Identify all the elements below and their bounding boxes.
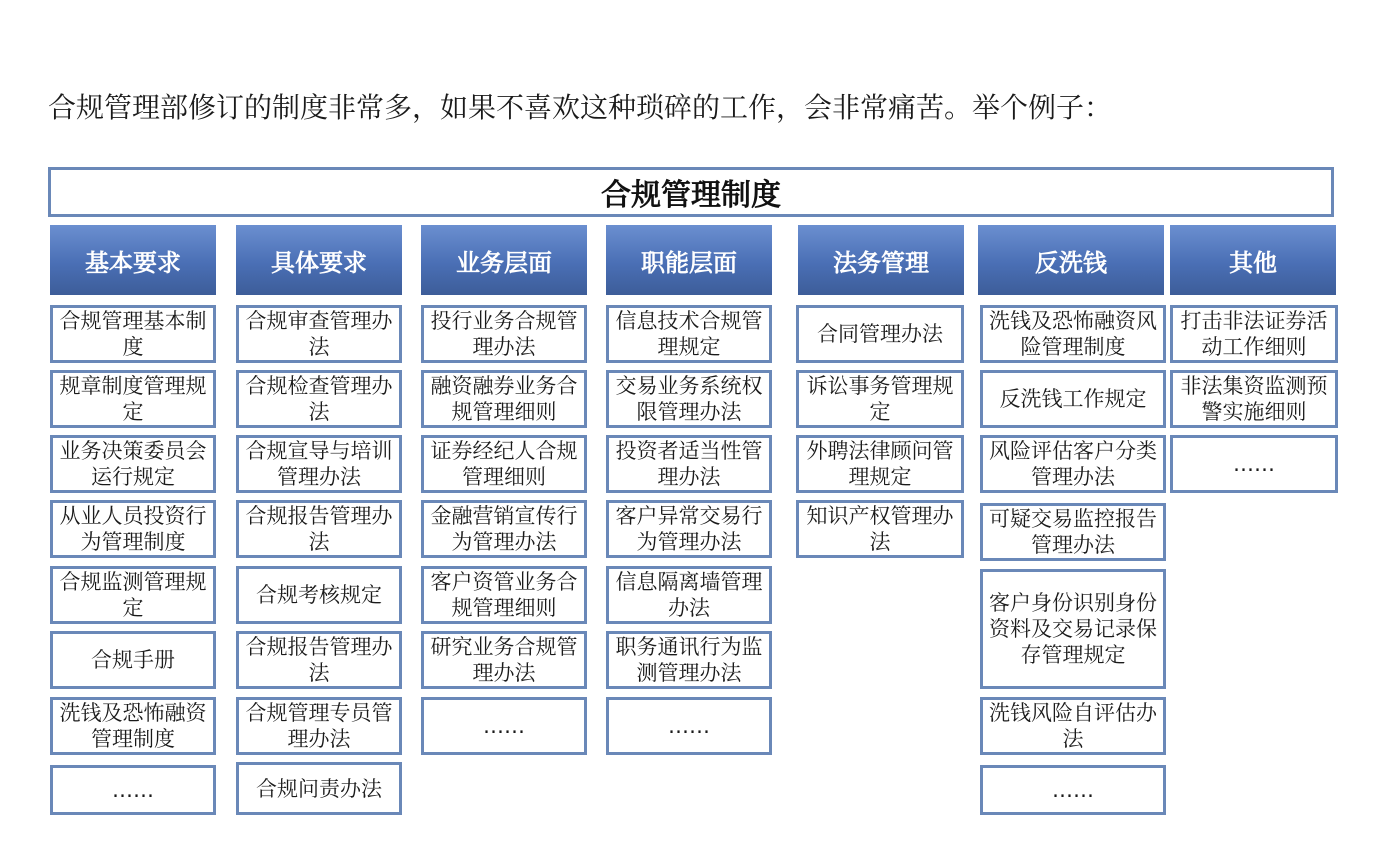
policy-box: 合规监测管理规定 xyxy=(50,566,216,624)
policy-box: 合规手册 xyxy=(50,631,216,689)
policy-box: 诉讼事务管理规定 xyxy=(796,370,964,428)
policy-box: 职务通讯行为监测管理办法 xyxy=(606,631,772,689)
policy-box: 合规问责办法 xyxy=(236,762,402,815)
policy-box: 打击非法证券活动工作细则 xyxy=(1170,305,1338,363)
column-header-specific: 具体要求 xyxy=(236,225,402,295)
policy-box-ellipsis: …… xyxy=(421,697,587,755)
policy-box: 客户异常交易行为管理办法 xyxy=(606,500,772,558)
policy-box: 客户资管业务合规管理细则 xyxy=(421,566,587,624)
policy-box: 合规管理基本制度 xyxy=(50,305,216,363)
column-header-other: 其他 xyxy=(1170,225,1336,295)
policy-box: 证券经纪人合规管理细则 xyxy=(421,435,587,493)
policy-box: 合规宣导与培训管理办法 xyxy=(236,435,402,493)
intro-text: 合规管理部修订的制度非常多，如果不喜欢这种琐碎的工作，会非常痛苦。举个例子： xyxy=(48,91,1113,124)
policy-box: 非法集资监测预警实施细则 xyxy=(1170,370,1338,428)
policy-box-ellipsis: …… xyxy=(606,697,772,755)
policy-box: 信息隔离墙管理办法 xyxy=(606,566,772,624)
column-header-function: 职能层面 xyxy=(606,225,772,295)
diagram-title: 合规管理制度 xyxy=(48,167,1334,217)
policy-box: 业务决策委员会运行规定 xyxy=(50,435,216,493)
policy-box: 投行业务合规管理办法 xyxy=(421,305,587,363)
column-header-basic: 基本要求 xyxy=(50,225,216,295)
policy-box: 合规检查管理办法 xyxy=(236,370,402,428)
policy-box: 外聘法律顾问管理规定 xyxy=(796,435,964,493)
policy-box-ellipsis: …… xyxy=(1170,435,1338,493)
policy-box: 客户身份识别身份资料及交易记录保存管理规定 xyxy=(980,569,1166,689)
policy-box: 合规考核规定 xyxy=(236,566,402,624)
policy-box: 从业人员投资行为管理制度 xyxy=(50,500,216,558)
policy-box: 研究业务合规管理办法 xyxy=(421,631,587,689)
column-header-legal: 法务管理 xyxy=(798,225,964,295)
policy-box: 知识产权管理办法 xyxy=(796,500,964,558)
policy-box: 合规审查管理办法 xyxy=(236,305,402,363)
policy-box: 交易业务系统权限管理办法 xyxy=(606,370,772,428)
policy-box: 合同管理办法 xyxy=(796,305,964,363)
policy-box: 合规管理专员管理办法 xyxy=(236,697,402,755)
policy-box: 洗钱及恐怖融资风险管理制度 xyxy=(980,305,1166,363)
policy-box-ellipsis: …… xyxy=(980,765,1166,815)
policy-box: 合规报告管理办法 xyxy=(236,500,402,558)
policy-box: 投资者适当性管理办法 xyxy=(606,435,772,493)
column-header-aml: 反洗钱 xyxy=(978,225,1164,295)
policy-box: 融资融券业务合规管理细则 xyxy=(421,370,587,428)
policy-box: 洗钱及恐怖融资管理制度 xyxy=(50,697,216,755)
policy-box: 反洗钱工作规定 xyxy=(980,370,1166,428)
policy-box: 金融营销宣传行为管理办法 xyxy=(421,500,587,558)
policy-box: 洗钱风险自评估办法 xyxy=(980,697,1166,755)
policy-box: 信息技术合规管理规定 xyxy=(606,305,772,363)
policy-box: 风险评估客户分类管理办法 xyxy=(980,435,1166,493)
policy-box: 可疑交易监控报告管理办法 xyxy=(980,503,1166,561)
policy-box: 规章制度管理规定 xyxy=(50,370,216,428)
policy-box-ellipsis: …… xyxy=(50,765,216,815)
policy-box: 合规报告管理办法 xyxy=(236,631,402,689)
column-header-business: 业务层面 xyxy=(421,225,587,295)
